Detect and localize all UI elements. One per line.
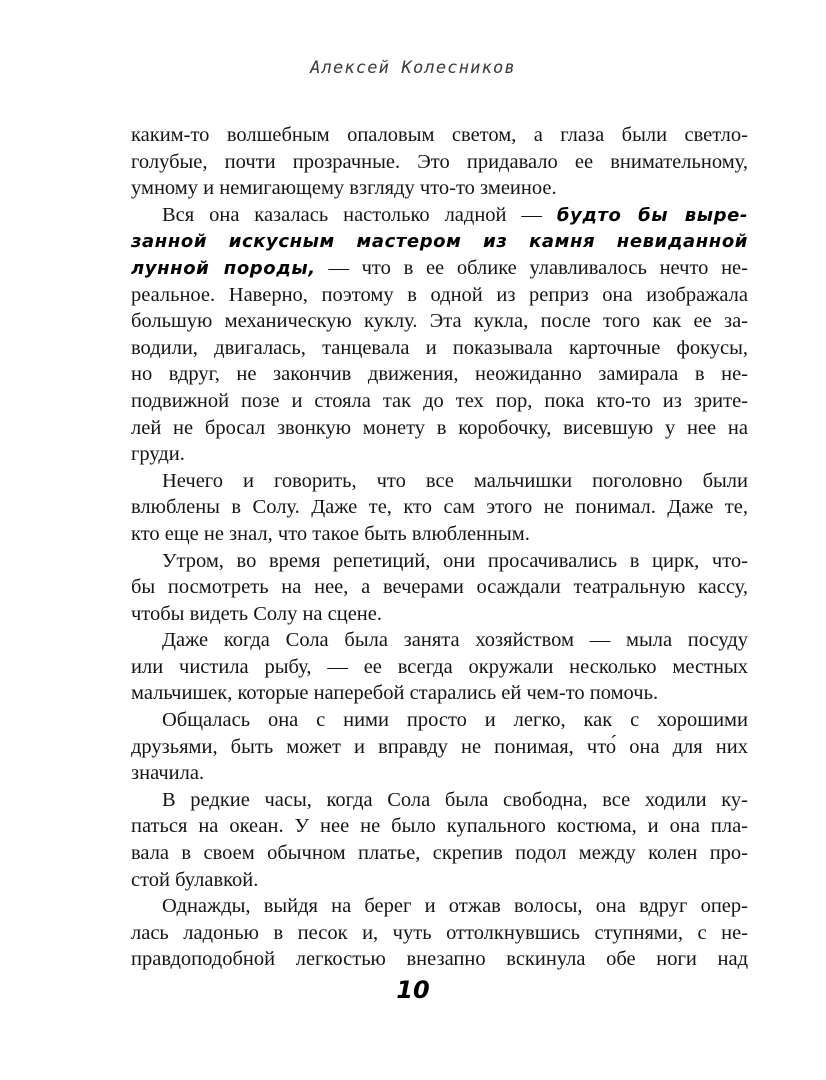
- text-line: кто еще не знал, что такое быть влюбленным.: [131, 522, 530, 545]
- text-line: лей не бросал звонкую монету в коробочку, висевшую у нее на: [131, 416, 748, 439]
- text-line: влюблены в Солу. Даже те, кто сам этого не понимал. Даже те,: [131, 496, 748, 519]
- text-fragment: Вся она казалась настолько ладной —: [162, 203, 557, 226]
- text-line: друзьями, быть может и вправду не понимая, что́ она для них: [131, 735, 748, 758]
- text-line: или чистила рыбу, — ее всегда окружали несколько местных: [131, 655, 748, 678]
- text-line: Нечего и говорить, что все мальчишки поголовно были: [162, 469, 748, 492]
- accent-text: занной искусным мастером из камня невиданной: [131, 231, 748, 253]
- running-head: Алексей Колесников: [310, 58, 516, 78]
- text-line: реальное. Наверно, поэтому в одной из реприз она изображала: [131, 283, 748, 306]
- page-number: 10: [396, 976, 430, 1004]
- text-line: Утром, во время репетиций, они просачивались в цирк, что-: [162, 549, 748, 572]
- text-line: Даже когда Сола была занята хозяйством — мыла посуду: [162, 629, 748, 652]
- text-line: [131, 228, 748, 255]
- text-line: [131, 255, 748, 282]
- text-line: лась ладонью в песок и, чуть оттолкнувшись ступнями, с не-: [131, 921, 748, 944]
- body-text: [131, 122, 748, 973]
- text-line: каким-то волшебным опаловым светом, а глаза были светло-: [131, 124, 748, 146]
- text-line: вала в своем обычном платье, скрепив подол между колен про-: [131, 842, 748, 865]
- accent-text: будто бы выре-: [556, 204, 748, 226]
- text-fragment: — что в ее облике улавливалось нечто не-: [315, 256, 748, 279]
- text-line: [131, 202, 748, 229]
- text-line: голубые, почти прозрачные. Это придавало ее внимательному,: [131, 150, 748, 173]
- text-line: водили, двигалась, танцевала и показывала карточные фокусы,: [131, 336, 748, 359]
- text-line: чтобы видеть Солу на сцене.: [131, 602, 383, 625]
- text-line: умному и немигающему взгляду что-то змеиное.: [131, 177, 557, 200]
- text-line: мальчишек, которые наперебой старались ей чем-то помочь.: [131, 682, 659, 705]
- text-line: паться на океан. У нее не было купального костюма, и она пла-: [131, 815, 748, 838]
- text-line: большую механическую куклу. Эта кукла, после того как ее за-: [131, 310, 748, 333]
- text-line: но вдруг, не закончив движения, неожиданно замирала в не-: [131, 363, 748, 386]
- text-line: груди.: [131, 443, 185, 466]
- text-line: Однажды, выйдя на берег и отжав волосы, она вдруг опер-: [162, 895, 748, 918]
- text-line: подвижной позе и стояла так до тех пор, пока кто-то из зрите-: [131, 389, 748, 412]
- text-line: Общалась она с ними просто и легко, как с хорошими: [162, 709, 748, 732]
- text-line: бы посмотреть на нее, а вечерами осаждали театральную кассу,: [131, 576, 748, 599]
- text-line: стой булавкой.: [131, 868, 259, 891]
- text-line: правдоподобной легкостью внезапно вскинула обе ноги над: [131, 948, 748, 971]
- accent-text: лунной породы,: [131, 257, 316, 279]
- text-line: значила.: [131, 762, 205, 785]
- text-line: В редкие часы, когда Сола была свободна, все ходили ку-: [162, 788, 748, 811]
